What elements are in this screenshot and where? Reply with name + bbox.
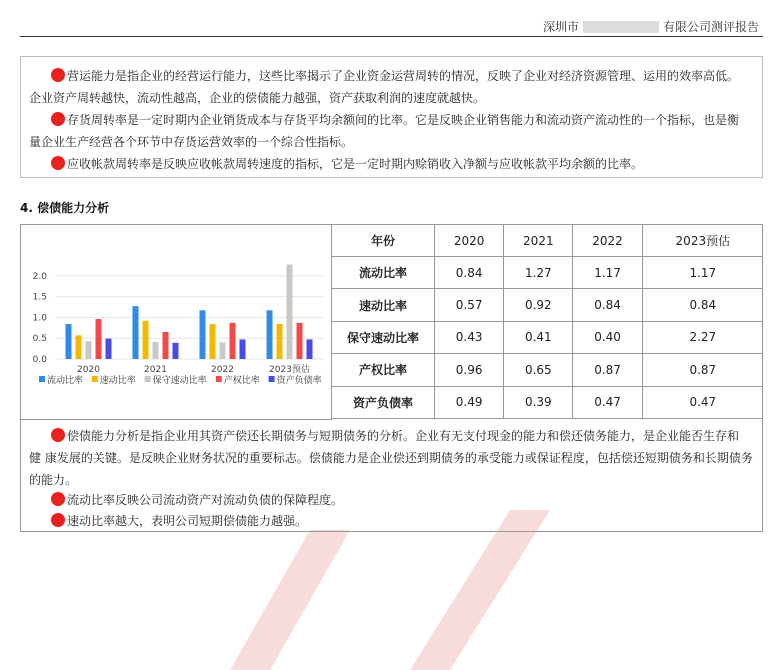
bar bbox=[277, 324, 283, 359]
redacted-company-name bbox=[583, 21, 659, 33]
operating-ability-box bbox=[20, 56, 763, 178]
x-tick-label: 2020 bbox=[77, 365, 100, 375]
bullet-dot-icon bbox=[51, 492, 65, 506]
legend-swatch bbox=[216, 376, 222, 382]
table-cell: 0.84 bbox=[435, 257, 504, 289]
legend-label: 产权比率 bbox=[223, 376, 260, 386]
bar bbox=[133, 306, 139, 359]
solvency-bar-chart bbox=[21, 225, 331, 419]
solvency-grid bbox=[20, 224, 763, 532]
bar bbox=[163, 332, 169, 359]
table-cell: 2.27 bbox=[642, 321, 763, 353]
report-header bbox=[20, 14, 763, 37]
legend-swatch bbox=[269, 376, 275, 382]
bar bbox=[66, 324, 72, 359]
row-label: 流动比率 bbox=[332, 257, 435, 289]
bullet-dot-icon bbox=[51, 68, 65, 82]
intro-paragraph-3: 应收帐款周转率是反映应收帐款周转速度的指标，它是一定时期内赊销收入净额与应收帐款平均余额的比率。 bbox=[29, 153, 754, 175]
table-cell: 0.39 bbox=[504, 386, 573, 418]
table-cell: 0.57 bbox=[435, 289, 504, 321]
legend-swatch bbox=[92, 376, 98, 382]
y-tick-label: 2.0 bbox=[32, 271, 47, 282]
header-city: 深圳市 bbox=[542, 20, 579, 34]
section-title: 4. 偿债能力分析 bbox=[20, 201, 110, 215]
y-tick-label: 1.0 bbox=[32, 313, 47, 324]
table-cell: 0.65 bbox=[504, 354, 573, 386]
bar bbox=[96, 319, 102, 359]
table-row bbox=[332, 354, 763, 386]
table-row bbox=[332, 289, 763, 321]
table-cell: 1.27 bbox=[504, 257, 573, 289]
table-header-row bbox=[332, 225, 763, 257]
table-cell: 0.96 bbox=[435, 354, 504, 386]
bullet-dot-icon bbox=[51, 156, 65, 170]
row-label: 产权比率 bbox=[332, 354, 435, 386]
table-cell: 1.17 bbox=[642, 257, 763, 289]
bar bbox=[173, 343, 179, 359]
analysis-paragraph-1: 偿债能力分析是指企业用其资产偿还长期债务与短期债务的分析。企业有无支付现金的能力和偿还债务能力，是企业能否生存和 健 康发展的关键。是反映企业财务状况的重要标志。偿债能力是企业偿还到期债务的承受能力或保证程度，包括偿还短期债务和长期债务 的能力。 bbox=[29, 429, 753, 487]
row-label: 速动比率 bbox=[332, 289, 435, 321]
table-cell: 0.49 bbox=[435, 386, 504, 418]
table-cell: 0.40 bbox=[573, 321, 642, 353]
bar bbox=[230, 323, 236, 359]
x-tick-label: 2022 bbox=[211, 365, 234, 375]
header-company bbox=[543, 18, 759, 35]
table-header-cell: 2023预估 bbox=[642, 225, 763, 257]
table-row bbox=[332, 257, 763, 289]
bar bbox=[240, 339, 246, 359]
intro-paragraph-2: 存货周转率是一定时期内企业销货成本与存货平均余额间的比率。它是反映企业销售能力和流动资产流动性的一个指标，也是衡 量企业生产经营各个环节中存货运营效率的一个综合性指标。 bbox=[29, 113, 740, 149]
table-cell: 0.84 bbox=[642, 289, 763, 321]
table-cell: 1.17 bbox=[573, 257, 642, 289]
bar bbox=[287, 265, 293, 359]
legend-label: 流动比率 bbox=[47, 376, 84, 386]
bar bbox=[210, 324, 216, 359]
y-tick-label: 0.5 bbox=[32, 334, 47, 345]
bar bbox=[200, 310, 206, 359]
bullet-dot-icon bbox=[51, 513, 65, 527]
table-header-cell: 年份 bbox=[332, 225, 435, 257]
legend-label: 资产负债率 bbox=[276, 376, 322, 386]
bar bbox=[153, 342, 159, 359]
header-suffix: 有限公司测评报告 bbox=[662, 20, 759, 34]
bar bbox=[76, 335, 82, 359]
table-row bbox=[332, 386, 763, 418]
table-cell: 0.92 bbox=[504, 289, 573, 321]
x-tick-label: 2023预估 bbox=[269, 365, 310, 375]
bar bbox=[143, 321, 149, 359]
table-cell: 0.87 bbox=[642, 354, 763, 386]
table-header-cell: 2022 bbox=[573, 225, 642, 257]
legend-swatch bbox=[145, 376, 151, 382]
solvency-ratio-table bbox=[332, 225, 763, 419]
bar bbox=[220, 342, 226, 359]
bar bbox=[106, 339, 112, 359]
solvency-chart-cell bbox=[21, 225, 332, 420]
legend-swatch bbox=[39, 376, 45, 382]
table-header-cell: 2020 bbox=[435, 225, 504, 257]
table-cell: 0.41 bbox=[504, 321, 573, 353]
x-tick-label: 2021 bbox=[144, 365, 167, 375]
bar bbox=[297, 323, 303, 359]
y-tick-label: 0.0 bbox=[32, 355, 47, 365]
bullet-dot-icon bbox=[51, 428, 65, 442]
row-label: 资产负债率 bbox=[332, 386, 435, 418]
legend-label: 速动比率 bbox=[99, 376, 136, 386]
table-cell: 0.43 bbox=[435, 321, 504, 353]
intro-paragraph-1: 营运能力是指企业的经营运行能力，这些比率揭示了企业资金运营周转的情况，反映了企业对经济资源管理、运用的效率高低。 企业资产周转越快，流动性越高，企业的偿债能力越强，资产获取利润的速度就越快。 bbox=[29, 69, 740, 105]
analysis-paragraph-3: 速动比率越大，表明公司短期偿债能力越强。 bbox=[29, 510, 754, 532]
table-row bbox=[332, 321, 763, 353]
row-label: 保守速动比率 bbox=[332, 321, 435, 353]
bar bbox=[307, 339, 313, 359]
bar bbox=[86, 341, 92, 359]
bar bbox=[267, 310, 273, 359]
bullet-dot-icon bbox=[51, 112, 65, 126]
table-cell: 0.47 bbox=[642, 386, 763, 418]
y-tick-label: 1.5 bbox=[32, 292, 47, 303]
analysis-paragraph-2: 流动比率反映公司流动资产对流动负债的保障程度。 bbox=[29, 489, 754, 511]
table-cell: 0.84 bbox=[573, 289, 642, 321]
legend-label: 保守速动比率 bbox=[152, 376, 207, 386]
table-cell: 0.47 bbox=[573, 386, 642, 418]
table-header-cell: 2021 bbox=[504, 225, 573, 257]
table-cell: 0.87 bbox=[573, 354, 642, 386]
